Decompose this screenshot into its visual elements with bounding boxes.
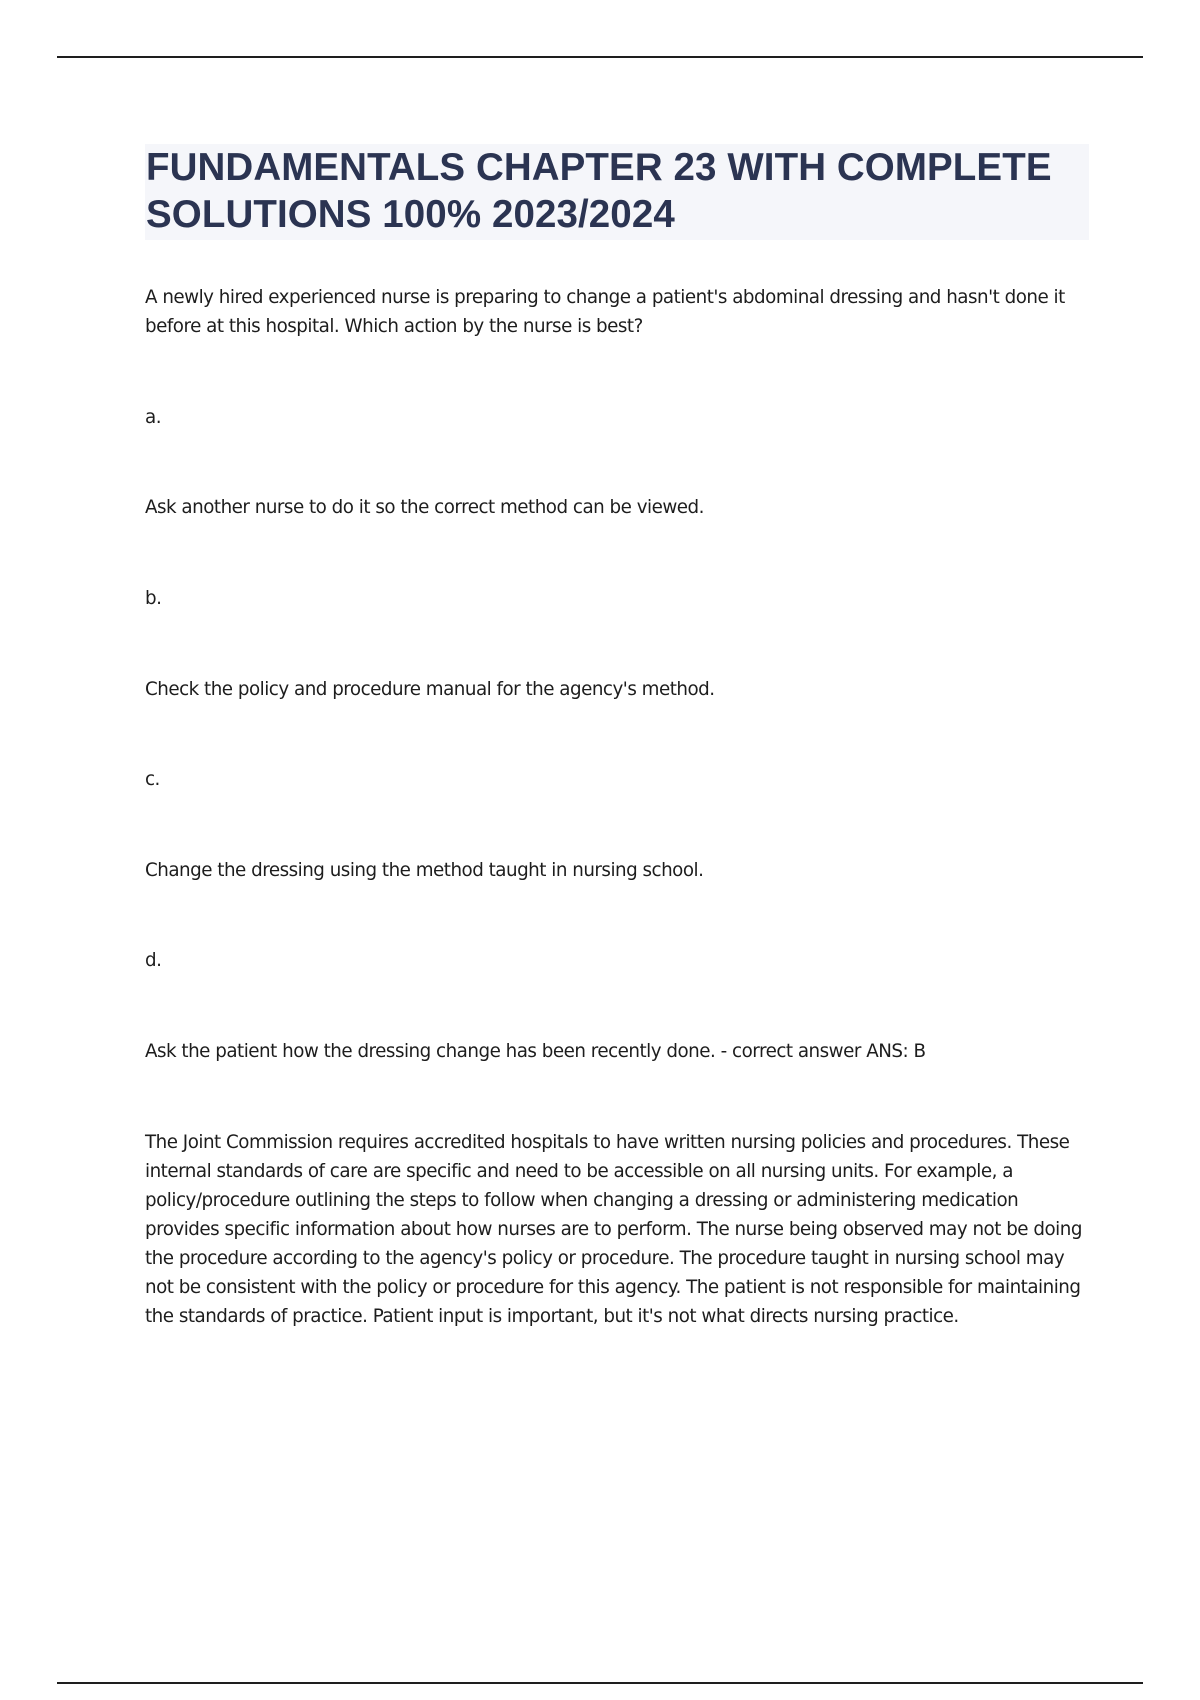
option-d-text: Ask the patient how the dressing change has been recently done. - correct answer ANS: B — [145, 1041, 926, 1062]
question-text: A newly hired experienced nurse is preparing to change a patient's abdominal dressing and hasn't done it before at this hospital. Which action by the nurse is best? — [145, 287, 1065, 337]
option-a-text: Ask another nurse to do it so the correct method can be viewed. — [145, 497, 704, 518]
top-divider — [57, 56, 1143, 58]
option-a-letter: a. — [145, 407, 162, 428]
option-d-letter: d. — [145, 950, 162, 971]
rationale-paragraph: The Joint Commission requires accredited hospitals to have written nursing policies and procedures. These internal standards of care are specific and need to be accessible on all nursing units. For example, a policy/procedure outlining the steps to follow when changing a dressing or administering medication provides specific information about how nurses are to perform. The nurse being observed may not be doing the procedure according to the agency's policy or procedure. The procedure taught in nursing school may not be consistent with the policy or procedure for this agency. The patient is not responsible for maintaining the standards of practice. Patient input is important, but it's not what directs nursing practice. — [145, 1132, 1082, 1327]
option-b-text: Check the policy and procedure manual for the agency's method. — [145, 679, 715, 700]
option-b-letter: b. — [145, 588, 162, 609]
page-title: FUNDAMENTALS CHAPTER 23 WITH COMPLETE SOLUTIONS 100% 2023/2024 — [146, 146, 1052, 236]
option-c-text: Change the dressing using the method taught in nursing school. — [145, 860, 704, 881]
bottom-divider — [57, 1682, 1143, 1684]
option-c-letter: c. — [145, 769, 160, 790]
